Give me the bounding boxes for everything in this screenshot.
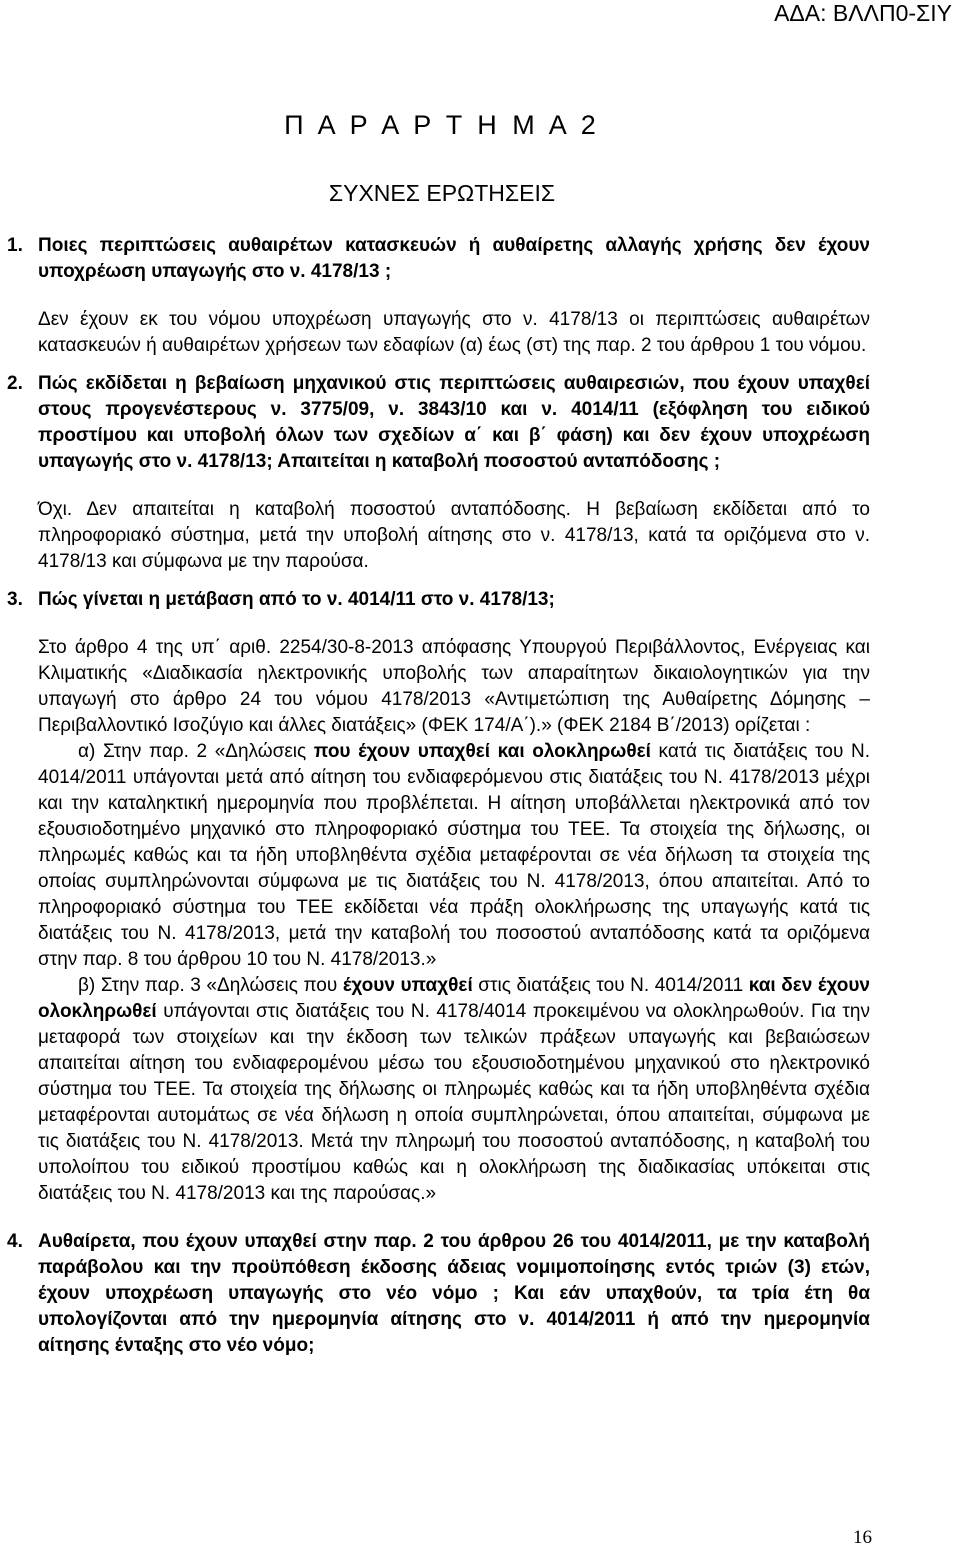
answer-3-point-b bbox=[38, 973, 870, 1207]
question-text: Αυθαίρετα, που έχουν υπαχθεί στην παρ. 2 του άρθρου 26 του 4014/2011, με την καταβολή παράβολου και την προϋπόθεση έκδοσης άδειας νομιμοποίησης εντός τριών (3) ετών, έχουν υποχρέωση υπαγωγής στο νέο νόμο ; Και εάν υπαχθούν, τα τρία έτη θα υπολογίζονται από την ημερομηνία αίτησης στο ν. 4014/2011 ή από την ημερομηνία αίτησης ένταξης στο νέο νόμο; bbox=[38, 1231, 870, 1356]
bold-run: και δεν έχουν ολοκληρωθεί bbox=[38, 975, 870, 1022]
text-run: κατά τις διατάξεις του Ν. 4014/2011 υπάγονται μετά από αίτηση του ενδιαφερόμενου στις διατάξεις του Ν. 4178/2013 μέχρι και την καταληκτική ημερομηνία που προβλέπεται. Η αίτηση υποβάλλεται ηλεκτρονικά από τον εξουσιοδοτημένο μηχανικό στο πληροφοριακό σύστημα του ΤΕΕ. Τα στοιχεία της δήλωσης, οι πληρωμές καθώς και τα ήδη υποβληθέντα σχέδια μεταφέρονται σε νέα δήλωση τα στοιχεία της οποίας συμπληρώνονται σύμφωνα με τις διατάξεις του Ν. 4178/2013, όπου απαιτείται. Από το πληροφοριακό σύστημα του ΤΕΕ εκδίδεται νέα πράξη ολοκλήρωσης της υπαγωγής κατά τις διατάξεις του Ν. 4178/2013, μετά την καταβολή του ποσοστού ανταπόδοσης κατά τα οριζόμενα στην παρ. 8 του άρθρου 10 του Ν. 4178/2013.» bbox=[38, 741, 870, 970]
question-number: 2. bbox=[7, 373, 23, 394]
text-run: α) Στην παρ. 2 «Δηλώσεις bbox=[78, 741, 314, 762]
answer-3-point-a bbox=[38, 739, 870, 973]
text-run: β) Στην παρ. 3 «Δηλώσεις που bbox=[78, 975, 343, 996]
question-number: 4. bbox=[7, 1231, 23, 1252]
page-number: 16 bbox=[853, 1527, 872, 1548]
ada-code: ΑΔΑ: ΒΛΛΠ0-ΣΙΥ bbox=[774, 0, 952, 26]
appendix-title: Π Α Ρ Α Ρ Τ Η Μ Α 2 bbox=[284, 110, 600, 140]
answer-2: Όχι. Δεν απαιτείται η καταβολή ποσοστού ανταπόδοσης. Η βεβαίωση εκδίδεται από το πληροφοριακό σύστημα, μετά την υποβολή αίτησης στο ν. 4178/13, κατά τα οριζόμενα στο ν. 4178/13 και σύμφωνα με την παρούσα. bbox=[38, 499, 870, 572]
text-run: υπάγονται στις διατάξεις του Ν. 4178/4014 προκειμένου να ολοκληρωθούν. Για την μεταφορά των στοιχείων και την έκδοση των τελικών πράξεων υπαγωγής και βεβαιώσεων απαιτείται αίτηση του ενδιαφερομένου μέσω του εξουσιοδοτημένου μηχανικού στο ηλεκτρονικό σύστημα του ΤΕΕ. Τα στοιχεία της δήλωσης οι πληρωμές καθώς και τα ήδη υποβληθέντα σχέδια μεταφέρονται αυτομάτως σε νέα δήλωση η οποία συμπληρώνεται, όπου απαιτείται, σύμφωνα με τις διατάξεις του Ν. 4178/2013. Μετά την πληρωμή του ποσοστού ανταπόδοσης, η καταβολή του υπολοίπου του ειδικού προστίμου καθώς και η ολοκλήρωση της διαδικασίας υπόκειται στις διατάξεις του Ν. 4178/2013 και της παρούσας.» bbox=[38, 1001, 870, 1204]
question-text: Ποιες περιπτώσεις αυθαιρέτων κατασκευών ή αυθαίρετης αλλαγής χρήσης δεν έχουν υποχρέωση υπαγωγής στο ν. 4178/13 ; bbox=[38, 235, 870, 282]
answer-3-intro: Στο άρθρο 4 της υπ΄ αριθ. 2254/30-8-2013 απόφασης Υπουργού Περιβάλλοντος, Ενέργειας και Κλιματικής «Διαδικασία ηλεκτρονικής υποβολής των απαραίτητων δικαιολογητικών για την υπαγωγή στο άρθρο 24 του νόμου 4178/2013 «Αντιμετώπιση της Αυθαίρετης Δόμησης – Περιβαλλοντικό Ισοζύγιο και άλλες διατάξεις» (ΦΕΚ 174/Α΄).» (ΦΕΚ 2184 Β΄/2013) ορίζεται : bbox=[38, 637, 870, 736]
question-3 bbox=[7, 587, 870, 613]
question-4 bbox=[7, 1229, 870, 1359]
question-number: 1. bbox=[7, 235, 23, 256]
question-text: Πώς εκδίδεται η βεβαίωση μηχανικού στις περιπτώσεις αυθαιρεσιών, που έχουν υπαχθεί στους προγενέστερους ν. 3775/09, ν. 3843/10 και ν. 4014/11 (εξόφληση του ειδικού προστίμου και υποβολή όλων των σχεδίων α΄ και β΄ φάση) και δεν έχουν υποχρέωση υπαγωγής στο ν. 4178/13; Απαιτείται η καταβολή ποσοστού ανταπόδοσης ; bbox=[38, 373, 870, 472]
question-text: Πώς γίνεται η μετάβαση από το ν. 4014/11 στο ν. 4178/13; bbox=[38, 589, 555, 610]
question-number: 3. bbox=[7, 589, 23, 610]
question-2 bbox=[7, 371, 870, 475]
answer-1: Δεν έχουν εκ του νόμου υποχρέωση υπαγωγής στο ν. 4178/13 οι περιπτώσεις αυθαιρέτων κατασκευών ή αυθαιρέτων χρήσεων των εδαφίων (α) έως (στ) της παρ. 2 του άρθρου 1 του νόμου. bbox=[38, 309, 870, 356]
text-run: στις διατάξεις του Ν. 4014/2011 bbox=[472, 975, 749, 996]
document-body bbox=[7, 233, 870, 1359]
question-1 bbox=[7, 233, 870, 285]
bold-run: που έχουν υπαχθεί και ολοκληρωθεί bbox=[313, 741, 651, 762]
bold-run: έχουν υπαχθεί bbox=[342, 975, 473, 996]
faq-heading: ΣΥΧΝΕΣ ΕΡΩΤΗΣΕΙΣ bbox=[328, 180, 556, 206]
